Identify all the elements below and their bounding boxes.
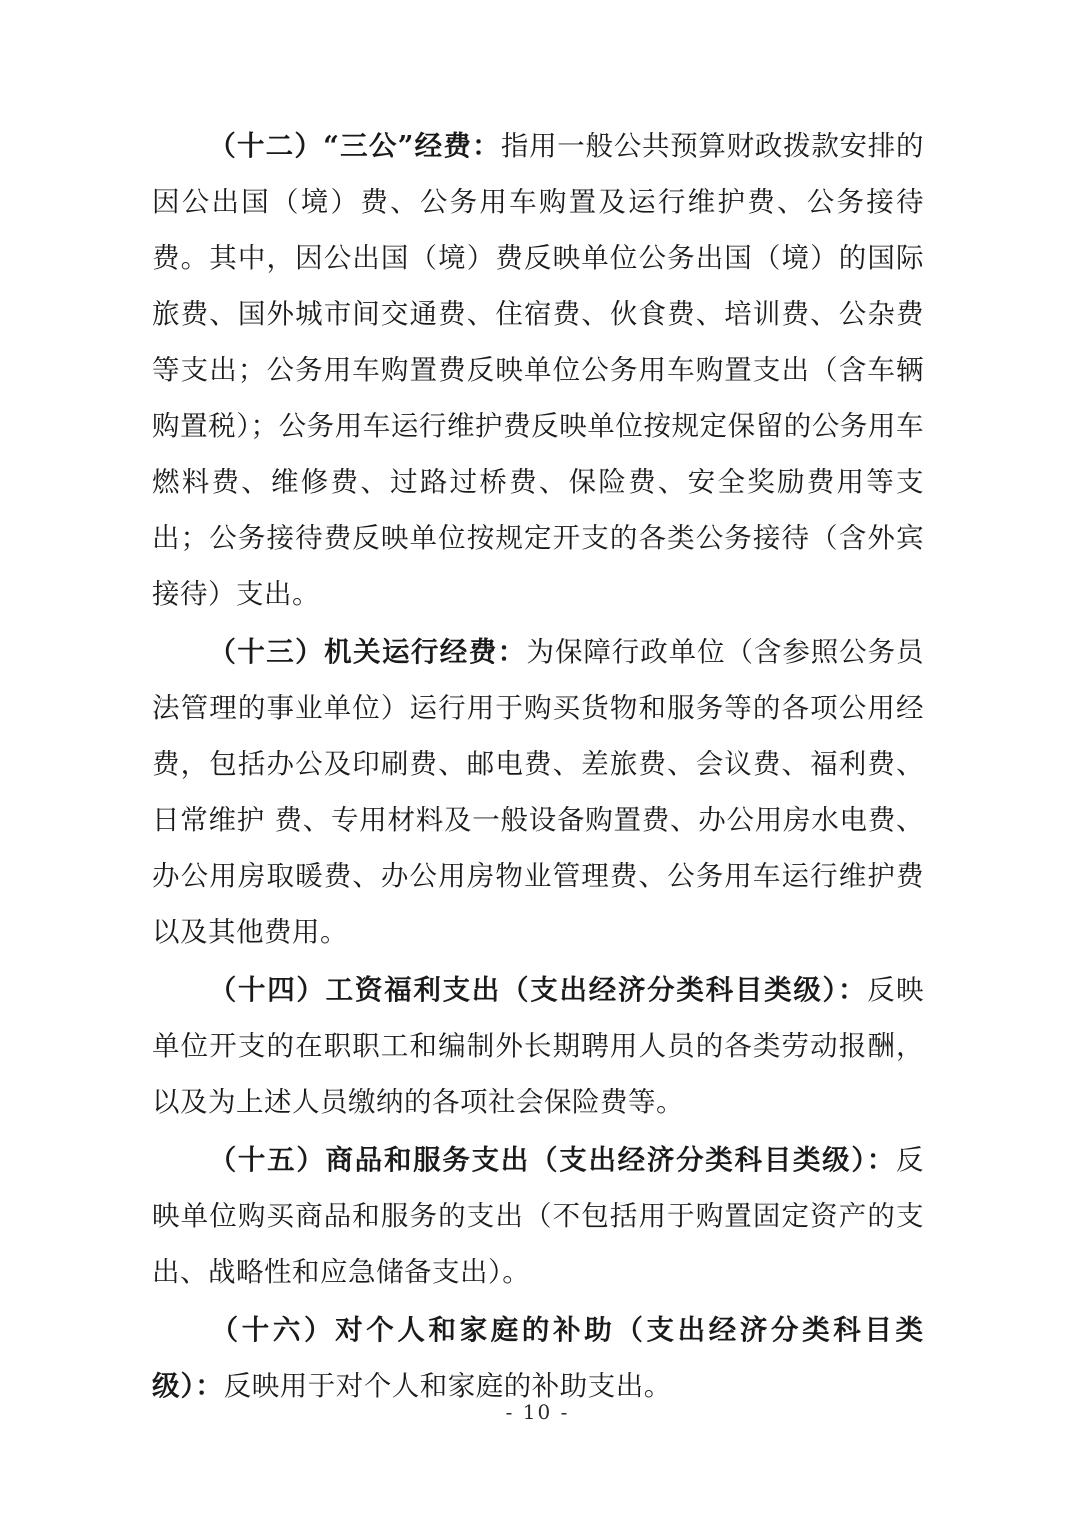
paragraph-16 <box>152 1302 924 1414</box>
paragraph-15 <box>152 1132 924 1300</box>
paragraph-16-body: 反映用于对个人和家庭的补助支出。 <box>223 1370 672 1402</box>
paragraph-16-lead: （十六）对个人和家庭的补助（支出经济分类科目类级）： <box>152 1314 924 1402</box>
paragraph-12 <box>152 118 924 622</box>
paragraph-14-body: 反映单位开支的在职职工和编制外长期聘用人员的各类劳动报酬，以及为上述人员缴纳的各项社会保险费等。 <box>152 974 925 1118</box>
paragraph-12-body: 指用一般公共预算财政拨款安排的因公出国（境）费、公务用车购置及运行维护费、公务接待费。其中，因公出国（境）费反映单位公务出国（境）的国际旅费、国外城市间交通费、住宿费、伙食费、培训费、公杂费等支出；公务用车购置费反映单位公务用车购置支出（含车辆购置税）；公务用车运行维护费反映单位按规定保留的公务用车燃料费、维修费、过路过桥费、保险费、安全奖励费用等支出；公务接待费反映单位按规定开支的各类公务接待（含外宾接待）支出。 <box>152 130 924 610</box>
paragraph-15-body: 反映单位购买商品和服务的支出（不包括用于购置固定资产的支出、战略性和应急储备支出）。 <box>152 1144 924 1288</box>
page-number: - 10 - <box>505 1400 570 1424</box>
paragraph-13-lead: （十三）机关运行经费： <box>208 636 527 668</box>
paragraph-14 <box>152 962 924 1130</box>
paragraph-13-body: 为保障行政单位（含参照公务员法管理的事业单位）运行用于购买货物和服务等的各项公用经费，包括办公及印刷费、邮电费、差旅费、会议费、福利费、日常维护 费、专用材料及一般设备购置费、办公用房水电费、办公用房取暖费、办公用房物业管理费、公务用车运行维护费以及其他费用。 <box>152 636 925 948</box>
paragraph-15-lead: （十五）商品和服务支出（支出经济分类科目类级）： <box>208 1144 896 1176</box>
document-body <box>152 118 924 1416</box>
paragraph-14-lead: （十四）工资福利支出（支出经济分类科目类级）： <box>208 974 868 1006</box>
paragraph-12-lead: （十二）“三公”经费： <box>208 130 501 162</box>
paragraph-13 <box>152 624 924 960</box>
